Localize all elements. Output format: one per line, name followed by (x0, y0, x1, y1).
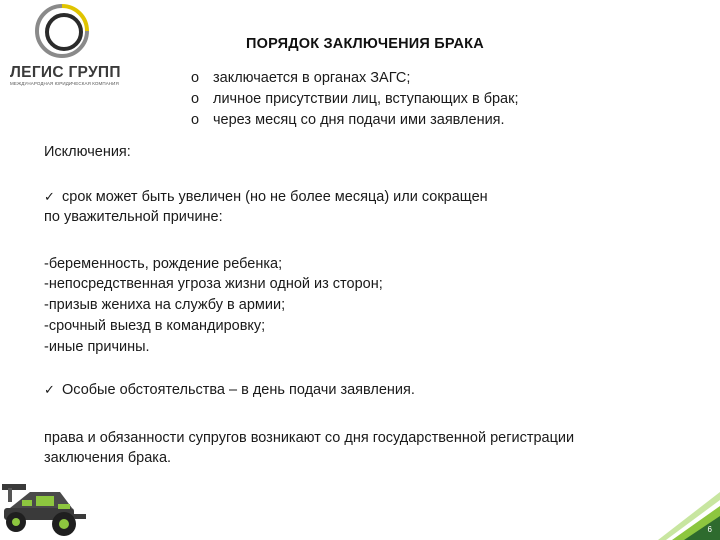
reason-item: -непосредственная угроза жизни одной из сторон; (44, 276, 383, 292)
reason-item: -срочный выезд в командировку; (44, 318, 266, 334)
checkmark-icon: ✓ (44, 383, 55, 398)
bullet-marker: o (191, 70, 200, 86)
check-text-continued: по уважительной причине: (44, 209, 223, 225)
closing-text: права и обязанности супругов возникают со дня государственной регистрации (44, 430, 575, 446)
bullet-text: личное присутствии лиц, вступающих в брак; (213, 91, 519, 107)
reason-item: -иные причины. (44, 339, 150, 355)
reason-item: -призыв жениха на службу в армии; (44, 297, 286, 313)
checkmark-icon: ✓ (44, 190, 55, 205)
logo-emblem-icon (32, 2, 92, 60)
brand-name: ЛЕГИС ГРУПП (10, 64, 121, 81)
check-item (44, 187, 488, 208)
bullet-text: заключается в органах ЗАГС; (213, 70, 411, 86)
check-text: срок может быть увеличен (но не более месяца) или сокращен (62, 189, 488, 205)
bullet-marker: o (191, 112, 200, 128)
bullet-item (191, 112, 505, 128)
bullet-marker: o (191, 91, 200, 107)
check-text: Особые обстоятельства – в день подачи заявления. (62, 382, 415, 398)
race-car-icon (0, 478, 88, 540)
bullet-text: через месяц со дня подачи ими заявления. (213, 112, 505, 128)
page-title: ПОРЯДОК ЗАКЛЮЧЕНИЯ БРАКА (246, 36, 484, 52)
exceptions-label: Исключения: (44, 144, 131, 160)
reason-item: -беременность, рождение ребенка; (44, 256, 283, 272)
brand-tagline: МЕЖДУНАРОДНАЯ ЮРИДИЧЕСКАЯ КОМПАНИЯ (10, 81, 119, 86)
closing-text-continued: заключения брака. (44, 450, 172, 466)
check-item (44, 380, 415, 401)
bullet-item (191, 70, 410, 86)
page-number: 6 (707, 525, 712, 534)
bullet-item (191, 91, 519, 107)
